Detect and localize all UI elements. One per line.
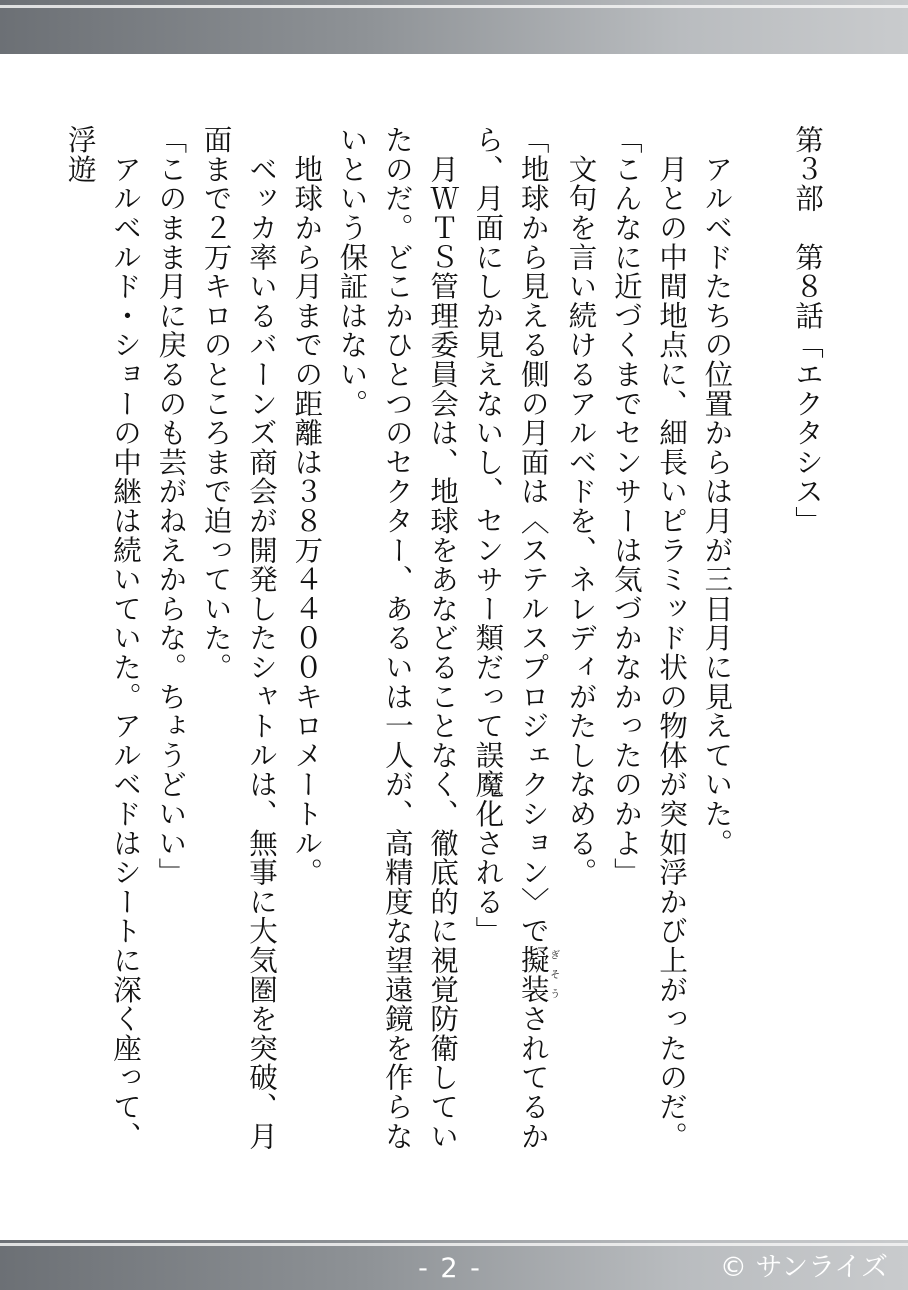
footer-divider: [0, 1243, 908, 1246]
dialogue-line: 「このまま月に戻るのも芸がねえからな。ちょうどいい」: [154, 125, 188, 887]
dialogue-text-before: 「地球から見える側の月面は〈ステルスプロジェクション〉で: [516, 125, 550, 946]
ruby-base: 擬装: [516, 945, 550, 1005]
paragraph: 地球から月までの距離は３８万４４００キロメートル。: [290, 154, 324, 887]
copyright-notice: © サンライズ: [719, 1252, 888, 1283]
paragraph: 月ＷＴＳ管理委員会は、地球をあなどることなく、徹底的に視覚防衛していたのだ。どこかひとつのセクター、あるいは一人が、高精度な望遠鏡を作らないという保証はない。: [335, 125, 460, 1151]
ruby-reading: ぎそう: [547, 945, 559, 1004]
paragraph: 文句を言い続けるアルベドを、ネレディがたしなめる。: [564, 154, 598, 887]
dialogue-line: 「こんなに近づくまでセンサーは気づかなかったのかよ」: [609, 125, 643, 887]
blank-line: [739, 125, 784, 1170]
header-divider: [0, 5, 908, 8]
dialogue-line: [465, 125, 558, 1170]
ruby-annotation: [516, 945, 559, 1005]
paragraph: アルベドたちの位置からは月が三日月に見えていた。: [700, 154, 734, 858]
paragraph: ベッカ率いるバーンズ商会が開発したシャトルは、無事に大気圏を突破、月面まで２万キロのところまで迫っていた。: [199, 125, 278, 1151]
paragraph: アルベルド・ショーの中継は続いていた。アルベドはシートに深く座って、浮遊: [63, 125, 143, 1151]
vertical-text-body: [63, 125, 830, 1170]
paragraph: 月との中間地点に、細長いピラミッド状の物体が突如浮かび上がったのだ。: [655, 154, 689, 1151]
chapter-title: 第３部 第８話「エクタシス」: [791, 125, 824, 536]
dialogue-text-after: されてるから、月面にしか見えないし、センサー類だって誤魔化される」: [471, 125, 550, 1151]
page-number: - 2 -: [418, 1253, 482, 1284]
header-band: [0, 0, 908, 54]
